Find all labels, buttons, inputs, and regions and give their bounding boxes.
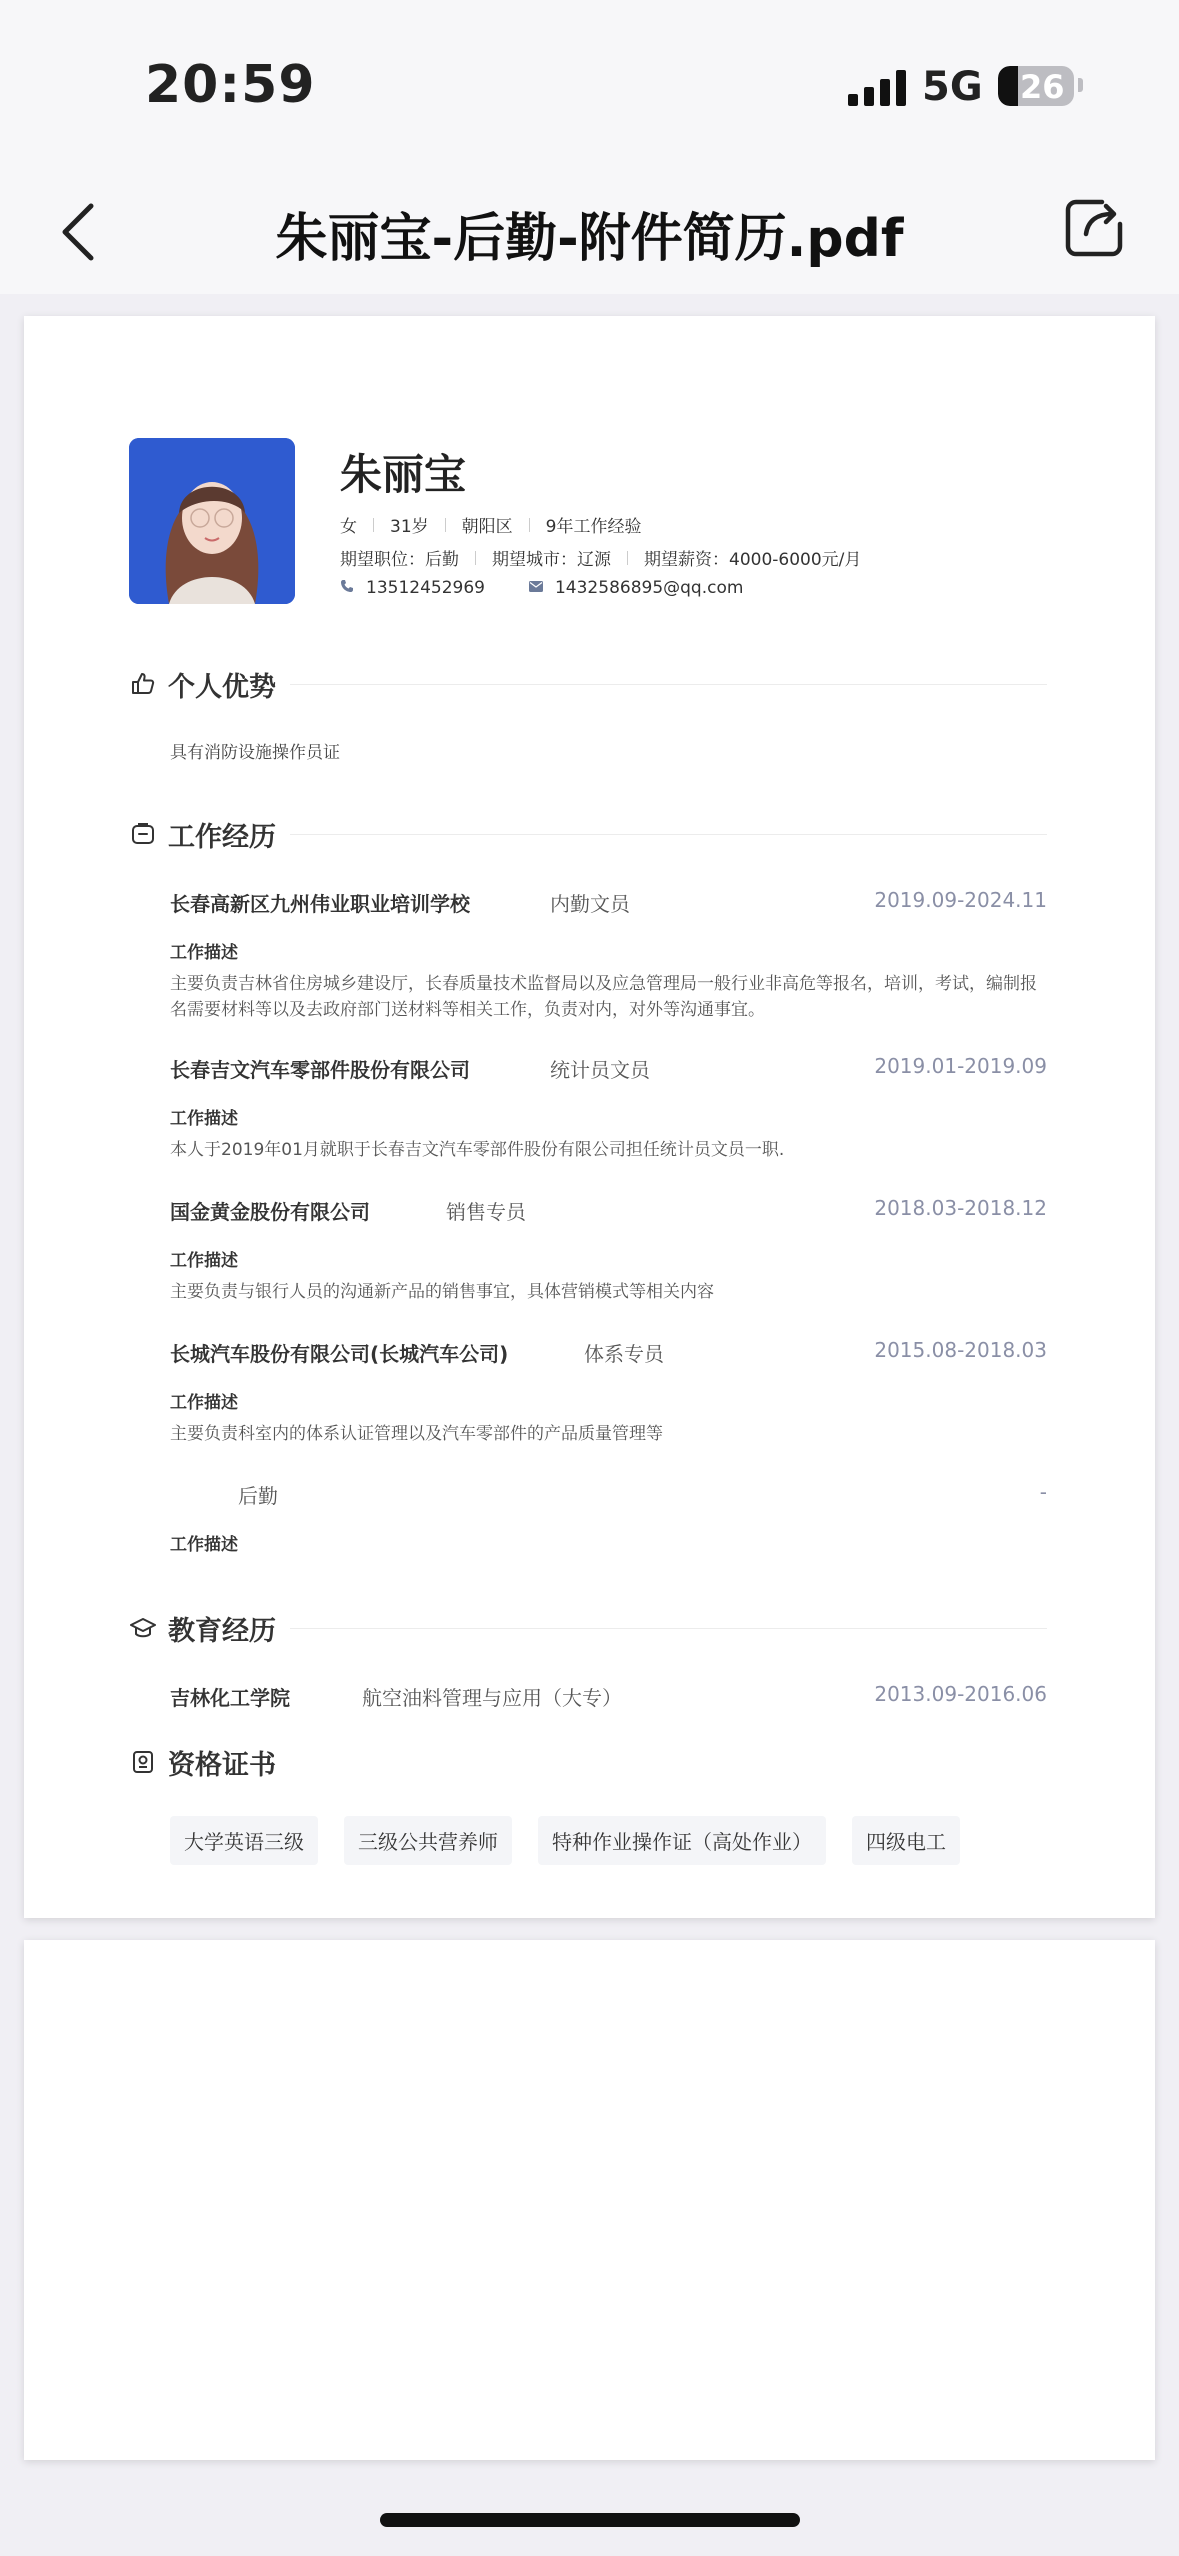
pdf-page-2[interactable] <box>24 1940 1155 2460</box>
company-name: 国金黄金股份有限公司 <box>170 1200 370 1224</box>
description-label: 工作描述 <box>170 1251 238 1271</box>
desired-position: 期望职位：后勤 <box>340 550 459 570</box>
work-item-4 <box>170 1338 1047 1368</box>
battery-percent: 26 <box>1020 68 1065 106</box>
date-range: 2019.01-2019.09 <box>874 1054 1047 1078</box>
section-certificates <box>130 1742 1047 1782</box>
section-divider <box>290 684 1047 685</box>
description-label: 工作描述 <box>170 1109 238 1129</box>
certificate-icon <box>130 1749 156 1775</box>
date-range: - <box>1039 1480 1047 1504</box>
date-range: 2013.09-2016.06 <box>874 1682 1047 1706</box>
section-title: 教育经历 <box>168 1615 276 1647</box>
navigation-bar <box>0 170 1179 294</box>
divider <box>529 518 530 532</box>
divider <box>475 551 476 565</box>
profile-photo <box>129 438 295 604</box>
date-range: 2015.08-2018.03 <box>874 1338 1047 1362</box>
date-range: 2018.03-2018.12 <box>874 1196 1047 1220</box>
divider <box>627 551 628 565</box>
graduation-cap-icon <box>130 1615 156 1641</box>
company-name: 长春高新区九州伟业职业培训学校 <box>170 892 470 916</box>
description-label: 工作描述 <box>170 943 238 963</box>
thumbs-up-icon <box>130 671 156 697</box>
email-icon <box>529 580 543 596</box>
candidate-name: 朱丽宝 <box>340 450 467 499</box>
briefcase-icon <box>130 821 156 847</box>
back-button[interactable] <box>55 200 105 264</box>
work-experience-years: 9年工作经验 <box>545 517 642 537</box>
section-title: 工作经历 <box>168 821 276 853</box>
gender: 女 <box>340 517 357 537</box>
phone-icon <box>340 579 354 597</box>
status-bar <box>0 0 1179 170</box>
certificate-tags <box>170 1816 960 1865</box>
share-button[interactable] <box>1062 196 1126 260</box>
certificate-tag: 大学英语三级 <box>170 1816 318 1865</box>
certificate-tag: 三级公共营养师 <box>344 1816 512 1865</box>
basic-info-row <box>340 512 641 537</box>
cellular-signal-icon <box>848 70 906 106</box>
battery-level-fill <box>998 66 1018 106</box>
work-item-2 <box>170 1054 1047 1084</box>
description-label: 工作描述 <box>170 1393 238 1413</box>
section-personal-advantages <box>130 664 1047 704</box>
work-item-3 <box>170 1196 1047 1226</box>
job-title: 体系专员 <box>584 1342 664 1366</box>
advantages-text: 具有消防设施操作员证 <box>170 743 340 763</box>
age: 31岁 <box>390 517 429 537</box>
network-type: 5G <box>922 64 983 110</box>
section-title: 个人优势 <box>168 671 276 703</box>
phone-number[interactable]: 13512452969 <box>366 578 485 598</box>
document-title: 朱丽宝-后勤-附件简历.pdf <box>275 209 904 269</box>
certificate-tag: 四级电工 <box>852 1816 960 1865</box>
section-divider <box>290 834 1047 835</box>
battery-icon <box>998 66 1074 106</box>
company-name: 长城汽车股份有限公司(长城汽车公司) <box>170 1342 509 1366</box>
section-work-experience <box>130 814 1047 854</box>
school-name: 吉林化工学院 <box>170 1686 290 1710</box>
certificate-tag: 特种作业操作证（高处作业） <box>538 1816 826 1865</box>
battery-tip <box>1078 78 1083 92</box>
description-label: 工作描述 <box>170 1535 238 1555</box>
job-title: 后勤 <box>238 1484 278 1508</box>
divider <box>373 518 374 532</box>
section-divider <box>290 1628 1047 1629</box>
job-title: 内勤文员 <box>550 892 630 916</box>
job-title: 销售专员 <box>446 1200 526 1224</box>
district: 朝阳区 <box>461 517 513 537</box>
contact-row <box>340 578 743 598</box>
chevron-left-icon <box>55 200 105 264</box>
education-item <box>170 1682 1047 1712</box>
date-range: 2019.09-2024.11 <box>874 888 1047 912</box>
major: 航空油料管理与应用（大专） <box>362 1686 622 1710</box>
company-name: 长春吉文汽车零部件股份有限公司 <box>170 1058 470 1082</box>
status-time: 20:59 <box>145 55 316 115</box>
description-text: 主要负责科室内的体系认证管理以及汽车零部件的产品质量管理等 <box>170 1424 663 1444</box>
desired-city: 期望城市：辽源 <box>492 550 611 570</box>
share-icon <box>1062 196 1126 260</box>
work-item-1 <box>170 888 1047 918</box>
expectation-row <box>340 545 861 570</box>
description-text: 主要负责吉林省住房城乡建设厅，长春质量技术监督局以及应急管理局一般行业非高危等报名，培训，考试，编制报名需要材料等以及去政府部门送材料等相关工作，负责对内，对外等沟通事宜。 <box>170 974 1037 1020</box>
section-education <box>130 1608 1047 1648</box>
description-text: 主要负责与银行人员的沟通新产品的销售事宜，具体营销模式等相关内容 <box>170 1282 714 1302</box>
home-indicator[interactable] <box>380 2513 800 2527</box>
pdf-page-1[interactable] <box>24 316 1155 1918</box>
email-address[interactable]: 1432586895@qq.com <box>554 578 744 598</box>
section-title: 资格证书 <box>168 1749 276 1781</box>
work-item-5 <box>170 1480 1047 1510</box>
divider <box>445 518 446 532</box>
job-title: 统计员文员 <box>550 1058 650 1082</box>
description-text: 本人于2019年01月就职于长春吉文汽车零部件股份有限公司担任统计员文员一职. <box>170 1140 785 1160</box>
desired-salary: 期望薪资：4000-6000元/月 <box>644 550 862 570</box>
